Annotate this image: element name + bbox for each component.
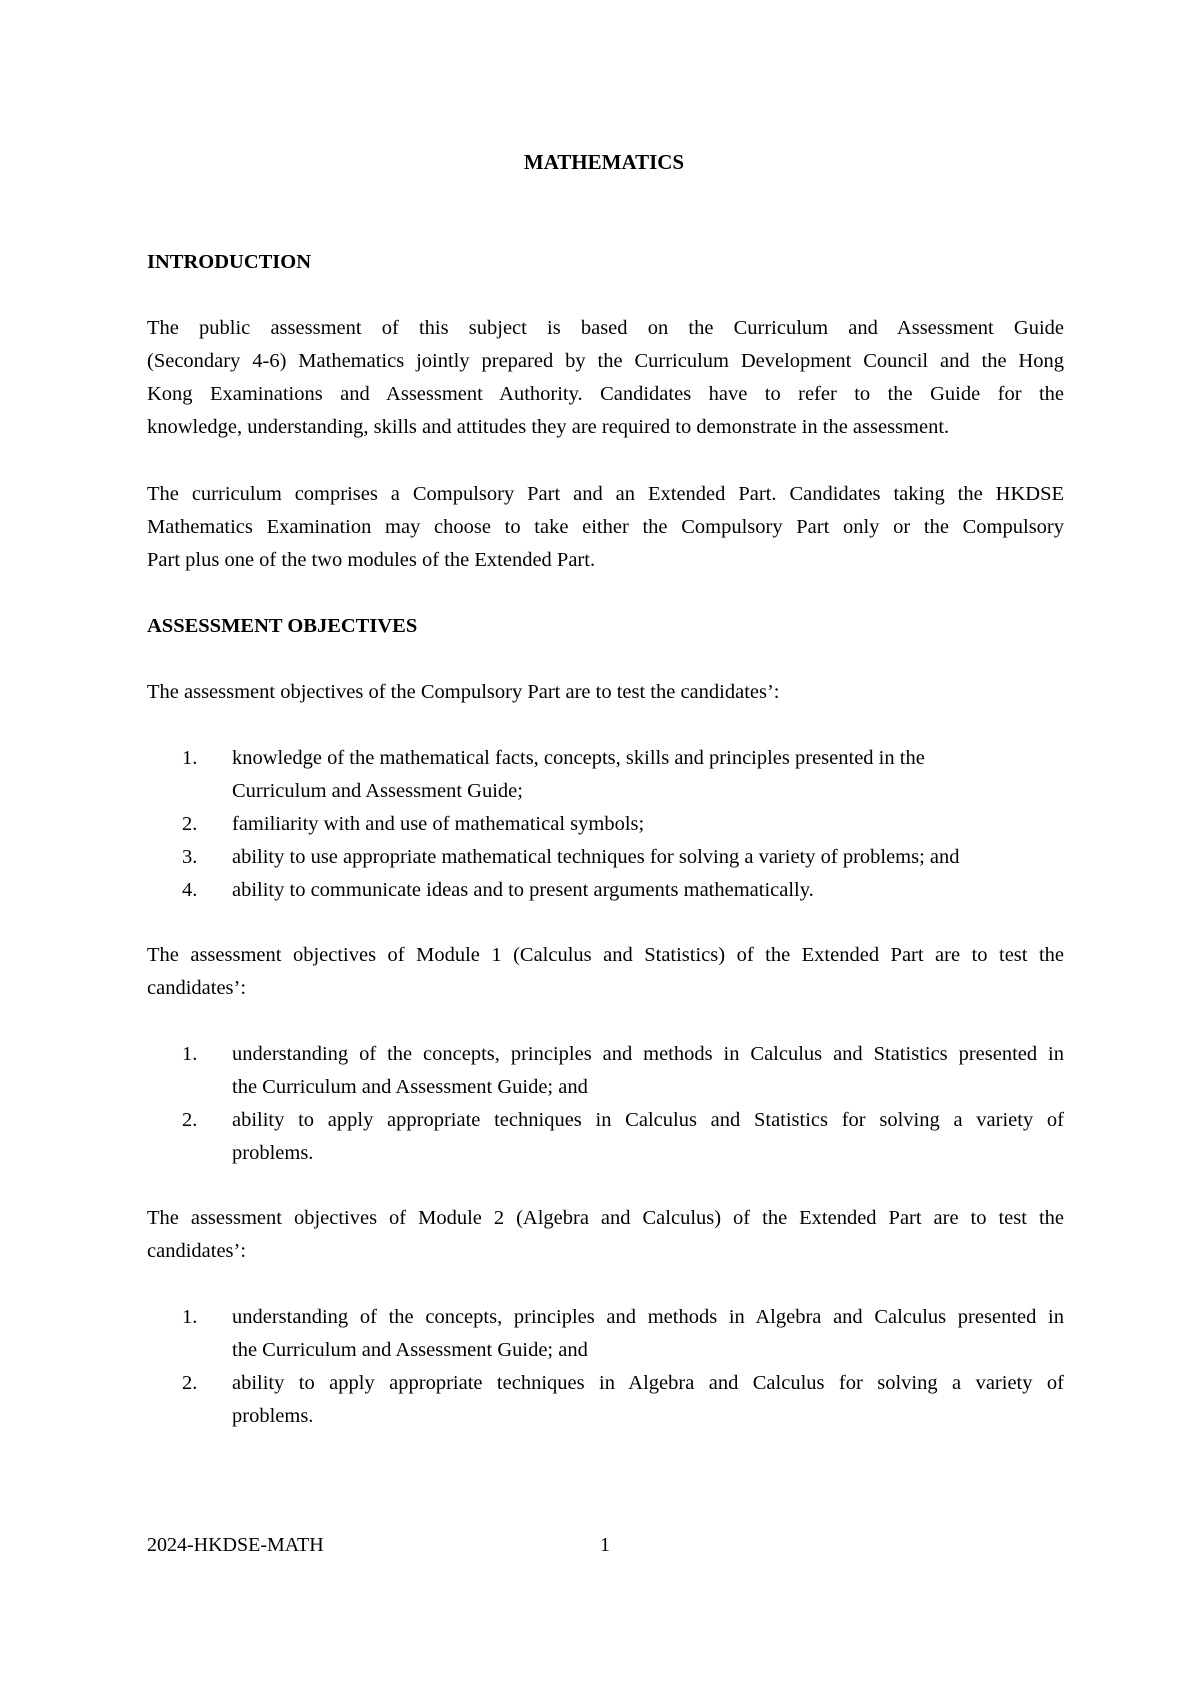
introduction-heading: INTRODUCTION	[147, 251, 312, 273]
list-item: familiarity with and use of mathematical symbols;	[232, 813, 645, 835]
assessment-objectives-heading: ASSESSMENT OBJECTIVES	[147, 615, 418, 637]
list-item: Curriculum and Assessment Guide;	[232, 780, 523, 802]
list-number: 3.	[182, 846, 198, 868]
paragraph-line: The public assessment of this subject is based on the Curriculum and Assessment Guide	[147, 317, 1064, 339]
list-number: 2.	[182, 1372, 198, 1394]
list-number: 1.	[182, 1043, 198, 1065]
compulsory-intro: The assessment objectives of the Compulsory Part are to test the candidates’:	[147, 681, 780, 703]
list-item: problems.	[232, 1142, 314, 1164]
list-number: 4.	[182, 879, 198, 901]
list-item: ability to communicate ideas and to present arguments mathematically.	[232, 879, 814, 901]
page-title: MATHEMATICS	[523, 150, 685, 174]
paragraph-line: (Secondary 4-6) Mathematics jointly prepared by the Curriculum Development Council and the Hong	[147, 350, 1064, 372]
paragraph-line: The assessment objectives of Module 2 (Algebra and Calculus) of the Extended Part are to test the	[147, 1207, 1064, 1229]
paragraph-line: candidates’:	[147, 977, 247, 999]
list-item: ability to use appropriate mathematical techniques for solving a variety of problems; and	[232, 846, 960, 868]
paragraph-line: Mathematics Examination may choose to take either the Compulsory Part only or the Compulsory	[147, 516, 1064, 538]
list-item: ability to apply appropriate techniques in Calculus and Statistics for solving a variety of	[232, 1109, 1064, 1131]
list-number: 1.	[182, 747, 198, 769]
list-item: understanding of the concepts, principles and methods in Calculus and Statistics presented in	[232, 1043, 1064, 1065]
list-item: ability to apply appropriate techniques in Algebra and Calculus for solving a variety of	[232, 1372, 1064, 1394]
list-number: 2.	[182, 1109, 198, 1131]
paragraph-line: Part plus one of the two modules of the Extended Part.	[147, 549, 596, 571]
paragraph-line: Kong Examinations and Assessment Authority. Candidates have to refer to the Guide for the	[147, 383, 1064, 405]
paragraph-line: The assessment objectives of Module 1 (Calculus and Statistics) of the Extended Part are to test the	[147, 944, 1064, 966]
list-item: problems.	[232, 1405, 314, 1427]
paragraph-line: The curriculum comprises a Compulsory Part and an Extended Part. Candidates taking the HKDSE	[147, 483, 1064, 505]
list-item: the Curriculum and Assessment Guide; and	[232, 1339, 588, 1361]
footer-code: 2024-HKDSE-MATH	[147, 1534, 324, 1556]
list-item: understanding of the concepts, principles and methods in Algebra and Calculus presented in	[232, 1306, 1064, 1328]
paragraph-line: knowledge, understanding, skills and attitudes they are required to demonstrate in the assessment.	[147, 416, 950, 438]
list-number: 1.	[182, 1306, 198, 1328]
page-number: 1	[600, 1534, 610, 1556]
paragraph-line: candidates’:	[147, 1240, 247, 1262]
list-item: the Curriculum and Assessment Guide; and	[232, 1076, 588, 1098]
list-item: knowledge of the mathematical facts, concepts, skills and principles presented in the	[232, 747, 925, 769]
list-number: 2.	[182, 813, 198, 835]
